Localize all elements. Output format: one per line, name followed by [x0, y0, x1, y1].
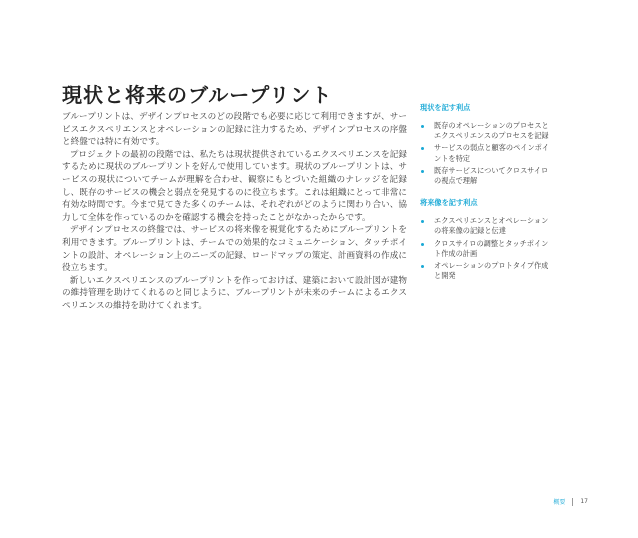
- bullet-icon: [421, 243, 424, 246]
- list-item-text: 既存のオペレーションのプロセスとエクスペリエンスのプロセスを記録: [434, 121, 549, 141]
- list-item-text: 既存サービスについてクロスサイロの視点で理解: [434, 165, 549, 186]
- list-item: [420, 121, 552, 141]
- bullet-icon: [421, 147, 424, 150]
- footer-divider: [572, 498, 573, 506]
- current-benefits-heading: 現状を記す利点: [420, 103, 471, 112]
- list-item-text: クロスサイロの調整とタッチポイント作成の計画: [434, 238, 549, 258]
- footer-section-label: 概要: [553, 499, 566, 506]
- bullet-icon: [421, 125, 424, 128]
- list-item: [420, 143, 552, 163]
- future-benefits-list: [420, 216, 552, 281]
- list-item: [420, 166, 552, 186]
- page-number: 17: [580, 498, 588, 505]
- list-item-text: サービスの弱点と顧客のペインポイントを特定: [434, 143, 550, 163]
- list-item: [420, 216, 552, 236]
- sidebar: [420, 103, 552, 283]
- current-benefits-list: [420, 121, 552, 186]
- list-item-text: エクスペリエンスとオペレーションの将来像の記録と伝達: [434, 216, 549, 236]
- list-item: [420, 239, 552, 259]
- main-body: [62, 111, 407, 313]
- list-item: [420, 261, 552, 281]
- body-paragraph: 新しいエクスペリエンスのブループリントを作っておけば、建築において設計図が建物の維持管理を助けてくれるのと同じように、ブループリントが未来のチームによるエクスペリエンスの維持を助けてくれます。: [62, 275, 407, 311]
- future-benefits-heading: 将来像を記す利点: [420, 198, 478, 208]
- bullet-icon: [421, 265, 424, 268]
- body-paragraph: デザインプロセスの終盤では、サービスの将来像を視覚化するためにブループリントを利用できます。ブループリントは、チームでの効果的なコミュニケーション、タッチポイントの設計、オペレーション上のニーズの記録、ロードマップの策定、計画資料の作成に役立ちます。: [62, 225, 407, 274]
- list-item-text: オペレーションのプロトタイプ作成と開発: [434, 261, 549, 281]
- bullet-icon: [421, 170, 424, 173]
- bullet-icon: [421, 220, 424, 223]
- body-paragraph: ブループリントは、デザインプロセスのどの段階でも必要に応じて利用できますが、サービスエクスペリエンスとオペレーションの記録に注力するため、デザインプロセスの序盤と終盤では特に有効です。: [62, 112, 407, 148]
- page-footer: [553, 497, 588, 506]
- page-title: 現状と将来のブループリント: [62, 83, 333, 108]
- body-paragraph: プロジェクトの最初の段階では、私たちは現状提供されているエクスペリエンスを記録するために現状のブループリントを好んで使用しています。現状のブループリントは、サービスの現状についてチームが理解を合わせ、観察にもとづいた組織のナレッジを記録し、既存のサービスの機会と弱点を発見するのに役立ちます。これは組織にとって非常に有効な時間です。今まで見てきた多くのチームは、それぞれがどのように関わり合い、協力して全体を作っているのかを確認する機会を持ったことがなかったからです。: [62, 149, 407, 223]
